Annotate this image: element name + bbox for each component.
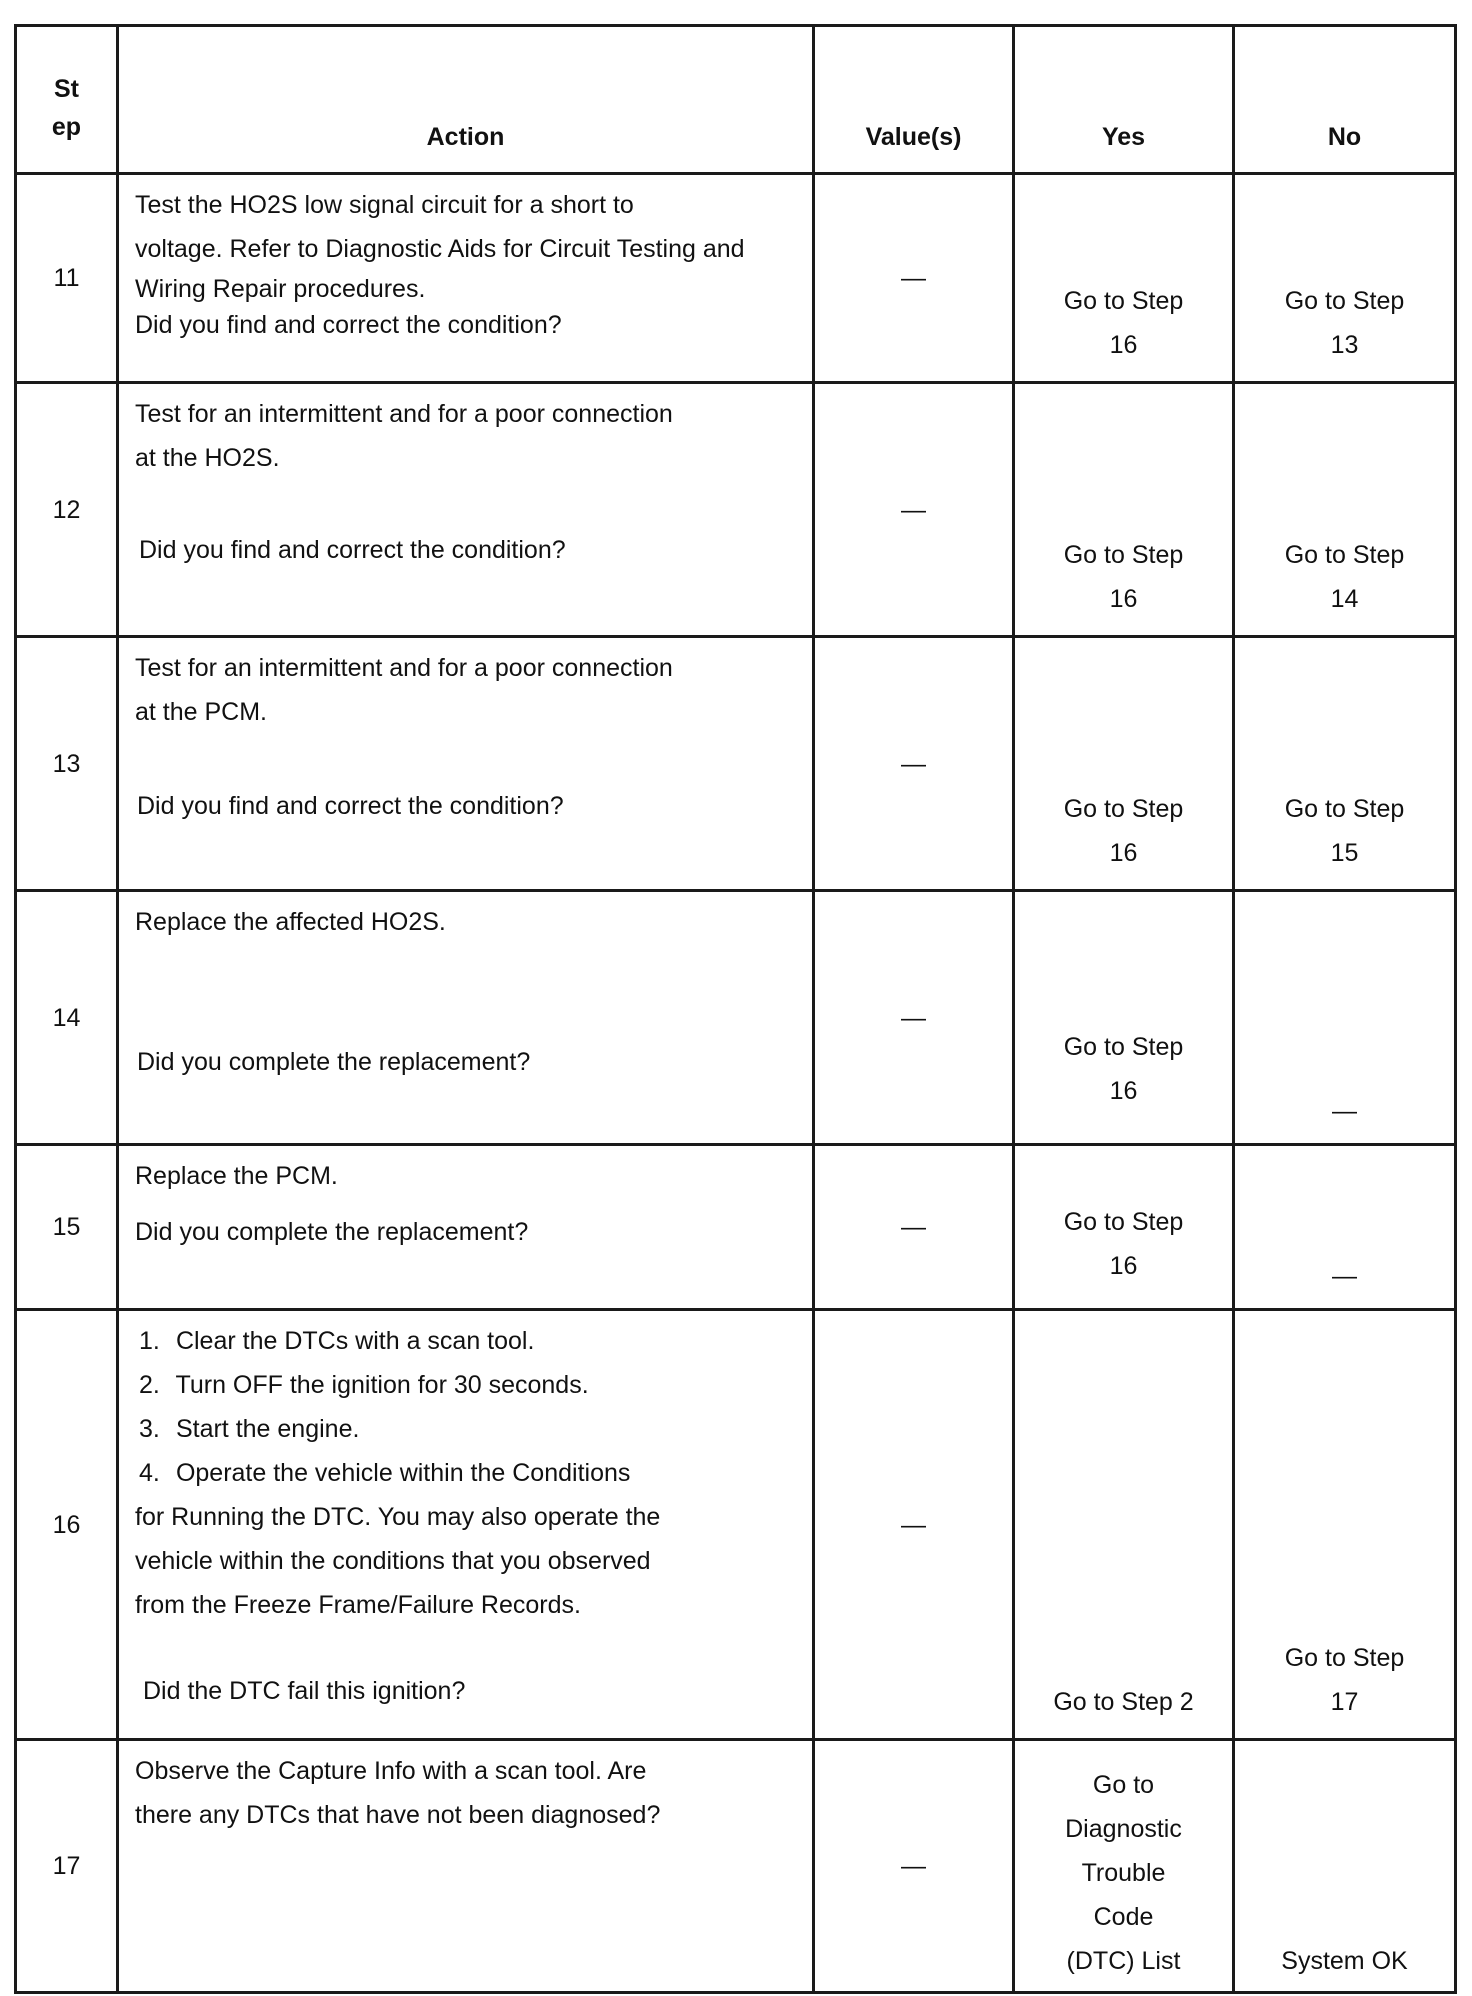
action-line: vehicle within the conditions that you observed	[135, 1547, 651, 1575]
no-cell[interactable]: Go to Step 13	[1234, 174, 1456, 383]
yes-cell[interactable]: Go to Diagnostic Trouble Code (DTC) List	[1014, 1740, 1234, 1993]
value-cell: —	[814, 637, 1014, 891]
action-cell	[118, 1145, 814, 1310]
header-no: No	[1234, 26, 1456, 174]
step-number: 17	[16, 1740, 118, 1993]
yes-cell[interactable]: Go to Step 2	[1014, 1310, 1234, 1740]
yes-cell[interactable]: Go to Step 16	[1014, 891, 1234, 1145]
table-row	[16, 1310, 1456, 1740]
table-row	[16, 891, 1456, 1145]
action-line: there any DTCs that have not been diagnosed?	[135, 1801, 661, 1829]
header-step: St ep	[16, 26, 118, 174]
no-cell: System OK	[1234, 1740, 1456, 1993]
value-cell: —	[814, 1145, 1014, 1310]
header-yes: Yes	[1014, 26, 1234, 174]
no-cell: —	[1234, 891, 1456, 1145]
action-cell	[118, 1740, 814, 1993]
value-cell: —	[814, 174, 1014, 383]
action-cell	[118, 1310, 814, 1740]
table-row	[16, 637, 1456, 891]
no-cell[interactable]: Go to Step 15	[1234, 637, 1456, 891]
no-cell: —	[1234, 1145, 1456, 1310]
action-line: Replace the affected HO2S.	[135, 908, 446, 936]
action-cell	[118, 891, 814, 1145]
step-number: 15	[16, 1145, 118, 1310]
action-question: Did you find and correct the condition?	[139, 536, 566, 564]
list-item: 2. Turn OFF the ignition for 30 seconds.	[139, 1371, 589, 1399]
no-cell[interactable]: Go to Step 17	[1234, 1310, 1456, 1740]
action-line: Did you complete the replacement?	[135, 1218, 529, 1246]
yes-cell[interactable]: Go to Step 16	[1014, 174, 1234, 383]
action-cell	[118, 637, 814, 891]
value-cell: —	[814, 1740, 1014, 1993]
table-row	[16, 174, 1456, 383]
action-line: Test the HO2S low signal circuit for a short to	[135, 191, 634, 219]
action-line: Replace the PCM.	[135, 1162, 338, 1190]
yes-cell[interactable]: Go to Step 16	[1014, 637, 1234, 891]
list-item: 4. Operate the vehicle within the Conditions	[139, 1459, 631, 1487]
action-line: voltage. Refer to Diagnostic Aids for Circuit Testing and	[135, 235, 745, 263]
step-number: 12	[16, 383, 118, 637]
header-values: Value(s)	[814, 26, 1014, 174]
table-row	[16, 1145, 1456, 1310]
value-cell: —	[814, 891, 1014, 1145]
action-question: Did you complete the replacement?	[137, 1048, 531, 1076]
action-question: Did the DTC fail this ignition?	[143, 1677, 466, 1705]
action-line: at the PCM.	[135, 698, 267, 726]
header-row	[16, 26, 1456, 174]
action-cell	[118, 174, 814, 383]
value-cell: —	[814, 383, 1014, 637]
action-line: at the HO2S.	[135, 444, 280, 472]
action-question: Did you find and correct the condition?	[137, 792, 564, 820]
table-row	[16, 383, 1456, 637]
step-number: 13	[16, 637, 118, 891]
action-cell	[118, 383, 814, 637]
step-number: 14	[16, 891, 118, 1145]
table-row	[16, 1740, 1456, 1993]
list-item: 3. Start the engine.	[139, 1415, 360, 1443]
action-line: for Running the DTC. You may also operate the	[135, 1503, 661, 1531]
step-number: 11	[16, 174, 118, 383]
step-number: 16	[16, 1310, 118, 1740]
action-line: Test for an intermittent and for a poor connection	[135, 654, 673, 682]
numbered-list	[135, 1319, 798, 1495]
action-line: Did you find and correct the condition?	[135, 311, 562, 339]
yes-cell[interactable]: Go to Step 16	[1014, 1145, 1234, 1310]
action-line: Test for an intermittent and for a poor connection	[135, 400, 673, 428]
action-line: Wiring Repair procedures.	[135, 275, 426, 303]
action-line: from the Freeze Frame/Failure Records.	[135, 1591, 581, 1619]
diagnostic-table	[14, 24, 1457, 1994]
list-item: 1. Clear the DTCs with a scan tool.	[139, 1327, 535, 1355]
yes-cell[interactable]: Go to Step 16	[1014, 383, 1234, 637]
value-cell: —	[814, 1310, 1014, 1740]
action-line: Observe the Capture Info with a scan tool. Are	[135, 1757, 647, 1785]
header-action: Action	[118, 26, 814, 174]
no-cell[interactable]: Go to Step 14	[1234, 383, 1456, 637]
